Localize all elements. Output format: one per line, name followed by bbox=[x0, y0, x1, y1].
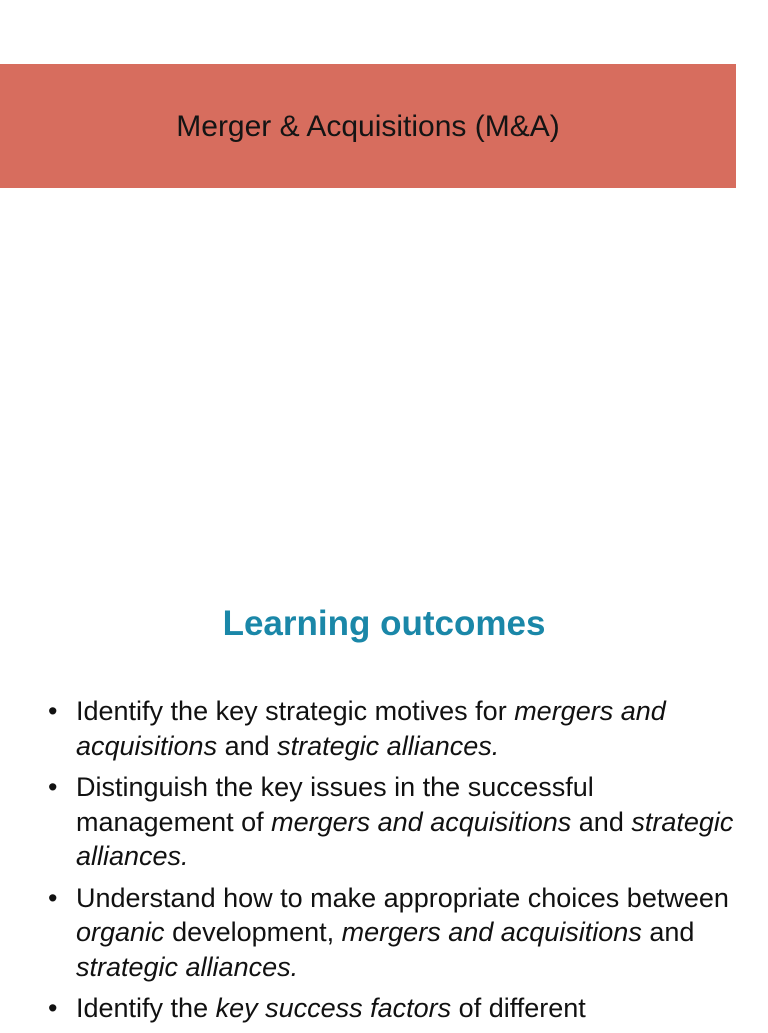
outcome-text-segment-italic: key success factors bbox=[215, 993, 452, 1023]
outcome-text-segment: Identify the bbox=[76, 993, 216, 1023]
outcome-text-1 bbox=[76, 696, 666, 761]
outcome-text-3 bbox=[76, 883, 729, 982]
outcome-text-4 bbox=[76, 993, 586, 1023]
list-item bbox=[48, 694, 748, 763]
list-item bbox=[48, 991, 748, 1026]
outcome-text-segment-italic: mergers and acquisitions bbox=[271, 806, 572, 837]
outcome-text-segment-italic: mergers and acquisitions bbox=[76, 696, 666, 761]
bullet-icon: • bbox=[48, 772, 58, 802]
outcome-text-segment: Distinguish the key issues in the successful management of bbox=[76, 772, 594, 837]
outcome-text-segment: and bbox=[641, 917, 695, 947]
list-item bbox=[48, 770, 748, 874]
outcome-text-segment-italic: strategic alliances. bbox=[277, 730, 500, 761]
outcome-text-segment: and bbox=[217, 730, 278, 761]
outcome-text-segment: Understand how to make appropriate choices between bbox=[76, 882, 729, 913]
outcome-text-segment: of different bbox=[451, 993, 586, 1023]
outcome-text-segment: and bbox=[571, 806, 632, 837]
outcome-text-segment-italic: strategic alliances. bbox=[76, 806, 734, 871]
outcome-text-segment: development, bbox=[164, 917, 342, 947]
section-heading: Learning outcomes bbox=[222, 604, 546, 643]
list-item bbox=[48, 881, 748, 985]
title-banner bbox=[0, 64, 736, 188]
outcome-text-segment-italic: mergers and acquisitions bbox=[341, 917, 642, 947]
outcome-text-segment-italic: organic bbox=[76, 917, 165, 947]
outcome-text-segment-italic: strategic alliances. bbox=[76, 951, 299, 982]
bullet-icon: • bbox=[48, 882, 58, 913]
learning-outcomes-list bbox=[48, 694, 748, 1033]
slide-title: Merger & Acquisitions (M&A) bbox=[176, 110, 560, 143]
outcome-text-segment: Identify the key strategic motives for bbox=[76, 696, 515, 726]
outcome-text-2 bbox=[76, 772, 733, 871]
bullet-icon: • bbox=[48, 993, 58, 1023]
bullet-icon: • bbox=[48, 696, 58, 726]
